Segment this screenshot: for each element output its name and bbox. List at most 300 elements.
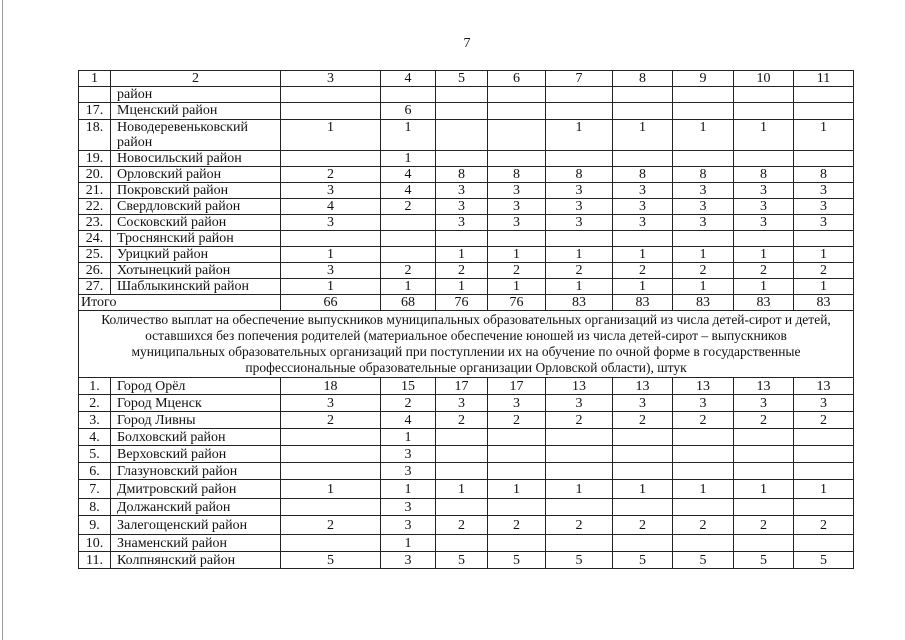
district-name: Троснянский район — [111, 231, 281, 247]
value-cell — [488, 151, 546, 167]
value-cell: 17 — [436, 378, 488, 395]
value-cell: 2 — [436, 263, 488, 279]
value-cell — [436, 87, 488, 103]
value-cell — [436, 535, 488, 552]
table-section-2 — [79, 378, 854, 569]
value-cell: 3 — [546, 199, 613, 215]
value-cell — [281, 231, 381, 247]
value-cell: 1 — [734, 120, 794, 151]
value-cell: 13 — [546, 378, 613, 395]
value-cell — [281, 499, 381, 516]
total-value-cell: 83 — [673, 295, 734, 311]
value-cell: 1 — [613, 247, 673, 263]
district-name: Шаблыкинский район — [111, 279, 281, 295]
value-cell: 3 — [734, 199, 794, 215]
value-cell: 8 — [546, 167, 613, 183]
column-header: 3 — [281, 71, 381, 87]
value-cell — [673, 429, 734, 446]
value-cell: 1 — [436, 279, 488, 295]
value-cell: 3 — [436, 199, 488, 215]
row-number: 3. — [79, 412, 111, 429]
value-cell: 2 — [546, 412, 613, 429]
value-cell — [281, 87, 381, 103]
value-cell: 3 — [281, 215, 381, 231]
value-cell: 3 — [734, 183, 794, 199]
value-cell: 15 — [381, 378, 436, 395]
total-label: Итого — [79, 295, 281, 311]
total-value-cell: 83 — [546, 295, 613, 311]
value-cell: 3 — [488, 215, 546, 231]
table-row — [79, 552, 854, 569]
total-value-cell: 68 — [381, 295, 436, 311]
table-row — [79, 535, 854, 552]
row-number: 20. — [79, 167, 111, 183]
value-cell: 1 — [546, 120, 613, 151]
value-cell — [613, 535, 673, 552]
value-cell: 3 — [436, 215, 488, 231]
value-cell: 2 — [673, 516, 734, 535]
value-cell: 1 — [281, 120, 381, 151]
value-cell — [436, 231, 488, 247]
value-cell: 2 — [546, 263, 613, 279]
value-cell: 1 — [281, 279, 381, 295]
column-header: 7 — [546, 71, 613, 87]
district-name: Город Мценск — [111, 395, 281, 412]
value-cell: 5 — [794, 552, 854, 569]
value-cell: 17 — [488, 378, 546, 395]
table-section-1 — [79, 87, 854, 295]
value-cell: 3 — [673, 199, 734, 215]
value-cell: 1 — [794, 279, 854, 295]
value-cell — [734, 463, 794, 480]
value-cell: 6 — [381, 103, 436, 120]
value-cell — [488, 535, 546, 552]
data-table — [78, 70, 854, 569]
district-name: Город Орёл — [111, 378, 281, 395]
value-cell: 3 — [546, 183, 613, 199]
total-value-cell: 83 — [613, 295, 673, 311]
value-cell: 1 — [673, 480, 734, 499]
value-cell: 8 — [613, 167, 673, 183]
district-name: Глазуновский район — [111, 463, 281, 480]
value-cell: 1 — [381, 429, 436, 446]
row-number: 17. — [79, 103, 111, 120]
section-title-line: профессиональные образовательные организации Орловской области), штук — [245, 360, 687, 375]
value-cell: 4 — [281, 199, 381, 215]
value-cell: 1 — [381, 480, 436, 499]
row-number: 6. — [79, 463, 111, 480]
value-cell: 2 — [381, 199, 436, 215]
value-cell: 2 — [734, 516, 794, 535]
value-cell — [381, 87, 436, 103]
value-cell: 2 — [613, 412, 673, 429]
value-cell: 13 — [613, 378, 673, 395]
value-cell — [794, 463, 854, 480]
value-cell: 1 — [613, 480, 673, 499]
value-cell: 1 — [488, 247, 546, 263]
value-cell: 3 — [673, 395, 734, 412]
value-cell — [436, 151, 488, 167]
value-cell: 5 — [613, 552, 673, 569]
row-number: 21. — [79, 183, 111, 199]
page-number: 7 — [463, 36, 471, 51]
value-cell — [281, 103, 381, 120]
total-row — [79, 295, 854, 311]
value-cell: 3 — [794, 199, 854, 215]
value-cell — [613, 103, 673, 120]
total-value-cell: 83 — [794, 295, 854, 311]
value-cell: 1 — [488, 279, 546, 295]
value-cell: 2 — [436, 412, 488, 429]
value-cell: 1 — [436, 247, 488, 263]
value-cell: 2 — [613, 516, 673, 535]
value-cell: 3 — [281, 183, 381, 199]
column-header: 2 — [111, 71, 281, 87]
value-cell: 8 — [436, 167, 488, 183]
value-cell: 2 — [281, 412, 381, 429]
table-row — [79, 279, 854, 295]
district-name: Город Ливны — [111, 412, 281, 429]
table-row — [79, 463, 854, 480]
value-cell — [546, 151, 613, 167]
total-value-cell: 76 — [436, 295, 488, 311]
column-header: 6 — [488, 71, 546, 87]
value-cell: 3 — [488, 395, 546, 412]
value-cell — [613, 151, 673, 167]
value-cell: 1 — [673, 120, 734, 151]
row-number: 10. — [79, 535, 111, 552]
row-number: 19. — [79, 151, 111, 167]
value-cell: 1 — [613, 120, 673, 151]
column-header: 4 — [381, 71, 436, 87]
value-cell: 3 — [794, 215, 854, 231]
value-cell: 13 — [673, 378, 734, 395]
value-cell — [613, 463, 673, 480]
table-row — [79, 103, 854, 120]
value-cell: 5 — [488, 552, 546, 569]
value-cell — [613, 446, 673, 463]
value-cell: 8 — [488, 167, 546, 183]
district-name: Дмитровский район — [111, 480, 281, 499]
district-name: Колпнянский район — [111, 552, 281, 569]
value-cell — [673, 463, 734, 480]
value-cell: 2 — [381, 263, 436, 279]
value-cell — [673, 103, 734, 120]
district-name: Урицкий район — [111, 247, 281, 263]
value-cell: 2 — [488, 412, 546, 429]
value-cell — [613, 231, 673, 247]
table-row — [79, 120, 854, 151]
column-header: 10 — [734, 71, 794, 87]
value-cell: 3 — [613, 199, 673, 215]
column-header: 8 — [613, 71, 673, 87]
value-cell — [488, 87, 546, 103]
value-cell: 1 — [488, 480, 546, 499]
value-cell: 8 — [794, 167, 854, 183]
value-cell: 1 — [673, 279, 734, 295]
total-value-cell: 83 — [734, 295, 794, 311]
value-cell: 5 — [546, 552, 613, 569]
value-cell — [794, 499, 854, 516]
value-cell: 2 — [794, 263, 854, 279]
value-cell — [281, 463, 381, 480]
table-row — [79, 395, 854, 412]
value-cell — [734, 429, 794, 446]
table-row — [79, 446, 854, 463]
value-cell: 3 — [381, 516, 436, 535]
district-name: Знаменский район — [111, 535, 281, 552]
row-number: 27. — [79, 279, 111, 295]
value-cell — [436, 463, 488, 480]
value-cell — [488, 463, 546, 480]
value-cell — [734, 499, 794, 516]
value-cell: 3 — [381, 463, 436, 480]
value-cell: 2 — [436, 516, 488, 535]
district-name: Сосковский район — [111, 215, 281, 231]
table-row — [79, 516, 854, 535]
district-name: Новосильский район — [111, 151, 281, 167]
value-cell: 3 — [613, 183, 673, 199]
row-number: 24. — [79, 231, 111, 247]
section-title-line: оставшихся без попечения родителей (материальное обеспечение юношей из числа детей-сирот – выпускников — [145, 328, 787, 343]
district-name: Покровский район — [111, 183, 281, 199]
section-title-line: муниципальных образовательных организаций при поступлении их на обучение по очной форме в государственные — [131, 344, 801, 359]
table-row — [79, 215, 854, 231]
value-cell — [381, 247, 436, 263]
value-cell: 1 — [734, 480, 794, 499]
value-cell: 1 — [546, 279, 613, 295]
value-cell: 3 — [613, 395, 673, 412]
value-cell: 3 — [436, 183, 488, 199]
value-cell: 2 — [381, 395, 436, 412]
district-name: Залегощенский район — [111, 516, 281, 535]
value-cell — [734, 535, 794, 552]
district-name: Должанский район — [111, 499, 281, 516]
value-cell: 1 — [734, 279, 794, 295]
value-cell — [734, 231, 794, 247]
value-cell: 2 — [673, 412, 734, 429]
value-cell: 4 — [381, 183, 436, 199]
value-cell: 18 — [281, 378, 381, 395]
value-cell: 3 — [673, 215, 734, 231]
row-number: 25. — [79, 247, 111, 263]
value-cell: 1 — [794, 120, 854, 151]
value-cell: 3 — [488, 183, 546, 199]
value-cell — [673, 151, 734, 167]
value-cell: 3 — [281, 263, 381, 279]
value-cell: 2 — [794, 516, 854, 535]
table-row — [79, 183, 854, 199]
value-cell: 2 — [794, 412, 854, 429]
district-name: Болховский район — [111, 429, 281, 446]
value-cell: 2 — [281, 516, 381, 535]
value-cell: 3 — [381, 552, 436, 569]
value-cell: 13 — [794, 378, 854, 395]
total-value-cell: 66 — [281, 295, 381, 311]
value-cell — [488, 103, 546, 120]
row-number: 2. — [79, 395, 111, 412]
row-number: 9. — [79, 516, 111, 535]
value-cell — [546, 463, 613, 480]
value-cell: 5 — [436, 552, 488, 569]
value-cell — [281, 446, 381, 463]
column-header: 11 — [794, 71, 854, 87]
row-number: 1. — [79, 378, 111, 395]
value-cell: 3 — [734, 215, 794, 231]
value-cell: 2 — [734, 263, 794, 279]
table-row — [79, 412, 854, 429]
value-cell — [734, 446, 794, 463]
value-cell: 1 — [546, 247, 613, 263]
row-number: 11. — [79, 552, 111, 569]
value-cell — [488, 231, 546, 247]
value-cell: 3 — [381, 446, 436, 463]
district-name: Свердловский район — [111, 199, 281, 215]
value-cell — [673, 87, 734, 103]
value-cell — [381, 231, 436, 247]
value-cell — [436, 103, 488, 120]
value-cell: 1 — [381, 535, 436, 552]
district-name: Мценский район — [111, 103, 281, 120]
value-cell: 2 — [673, 263, 734, 279]
value-cell: 1 — [794, 480, 854, 499]
value-cell — [546, 103, 613, 120]
value-cell: 3 — [794, 183, 854, 199]
value-cell — [281, 535, 381, 552]
value-cell — [488, 429, 546, 446]
section-title-row — [79, 311, 854, 378]
value-cell — [436, 429, 488, 446]
value-cell: 5 — [281, 552, 381, 569]
value-cell — [613, 429, 673, 446]
value-cell — [546, 535, 613, 552]
district-name: Новодеревеньковский район — [111, 120, 281, 151]
value-cell — [546, 499, 613, 516]
value-cell: 2 — [488, 263, 546, 279]
row-number: 4. — [79, 429, 111, 446]
total-value-cell: 76 — [488, 295, 546, 311]
value-cell: 3 — [281, 395, 381, 412]
value-cell: 3 — [546, 215, 613, 231]
value-cell: 2 — [734, 412, 794, 429]
value-cell — [281, 151, 381, 167]
value-cell: 3 — [673, 183, 734, 199]
value-cell — [546, 429, 613, 446]
value-cell: 3 — [436, 395, 488, 412]
value-cell — [794, 103, 854, 120]
value-cell — [436, 446, 488, 463]
value-cell — [794, 429, 854, 446]
value-cell — [381, 215, 436, 231]
value-cell: 8 — [673, 167, 734, 183]
value-cell: 3 — [734, 395, 794, 412]
value-cell — [734, 151, 794, 167]
value-cell — [794, 446, 854, 463]
table-row — [79, 429, 854, 446]
row-number: 5. — [79, 446, 111, 463]
value-cell: 2 — [488, 516, 546, 535]
table-row — [79, 199, 854, 215]
value-cell: 1 — [381, 151, 436, 167]
value-cell — [488, 499, 546, 516]
value-cell: 3 — [488, 199, 546, 215]
section-title-line: Количество выплат на обеспечение выпускников муниципальных образовательных организаций из числа детей-сирот и детей, — [101, 312, 831, 327]
table-row — [79, 247, 854, 263]
value-cell — [673, 535, 734, 552]
value-cell — [613, 499, 673, 516]
district-name: Хотынецкий район — [111, 263, 281, 279]
value-cell — [794, 87, 854, 103]
row-number: 18. — [79, 120, 111, 151]
value-cell — [436, 120, 488, 151]
row-number: 8. — [79, 499, 111, 516]
value-cell: 1 — [281, 247, 381, 263]
value-cell — [436, 499, 488, 516]
value-cell: 1 — [381, 120, 436, 151]
column-header: 5 — [436, 71, 488, 87]
table-row — [79, 378, 854, 395]
value-cell: 1 — [546, 480, 613, 499]
value-cell — [546, 87, 613, 103]
value-cell: 5 — [673, 552, 734, 569]
column-number-row — [79, 71, 854, 87]
value-cell: 5 — [734, 552, 794, 569]
value-cell — [613, 87, 673, 103]
table-row — [79, 499, 854, 516]
value-cell: 1 — [734, 247, 794, 263]
value-cell — [673, 499, 734, 516]
value-cell: 3 — [381, 499, 436, 516]
value-cell: 1 — [613, 279, 673, 295]
value-cell — [734, 103, 794, 120]
value-cell — [546, 231, 613, 247]
row-number: 22. — [79, 199, 111, 215]
value-cell — [794, 231, 854, 247]
value-cell: 1 — [281, 480, 381, 499]
table-row — [79, 151, 854, 167]
table-row — [79, 263, 854, 279]
column-header: 1 — [79, 71, 111, 87]
value-cell: 1 — [673, 247, 734, 263]
table-summary — [79, 295, 854, 378]
value-cell: 8 — [734, 167, 794, 183]
value-cell: 3 — [546, 395, 613, 412]
value-cell — [794, 535, 854, 552]
value-cell: 2 — [546, 516, 613, 535]
value-cell: 1 — [794, 247, 854, 263]
value-cell — [281, 429, 381, 446]
table-row — [79, 87, 854, 103]
value-cell — [673, 231, 734, 247]
section-title — [79, 311, 854, 378]
row-number: 7. — [79, 480, 111, 499]
value-cell: 4 — [381, 412, 436, 429]
value-cell: 3 — [613, 215, 673, 231]
row-number: 26. — [79, 263, 111, 279]
value-cell: 1 — [436, 480, 488, 499]
value-cell — [488, 446, 546, 463]
value-cell: 2 — [613, 263, 673, 279]
district-name: район — [111, 87, 281, 103]
column-header: 9 — [673, 71, 734, 87]
district-name: Орловский район — [111, 167, 281, 183]
table-row — [79, 480, 854, 499]
value-cell: 4 — [381, 167, 436, 183]
value-cell — [488, 120, 546, 151]
table-row — [79, 167, 854, 183]
scan-edge-line — [2, 0, 3, 640]
value-cell — [734, 87, 794, 103]
